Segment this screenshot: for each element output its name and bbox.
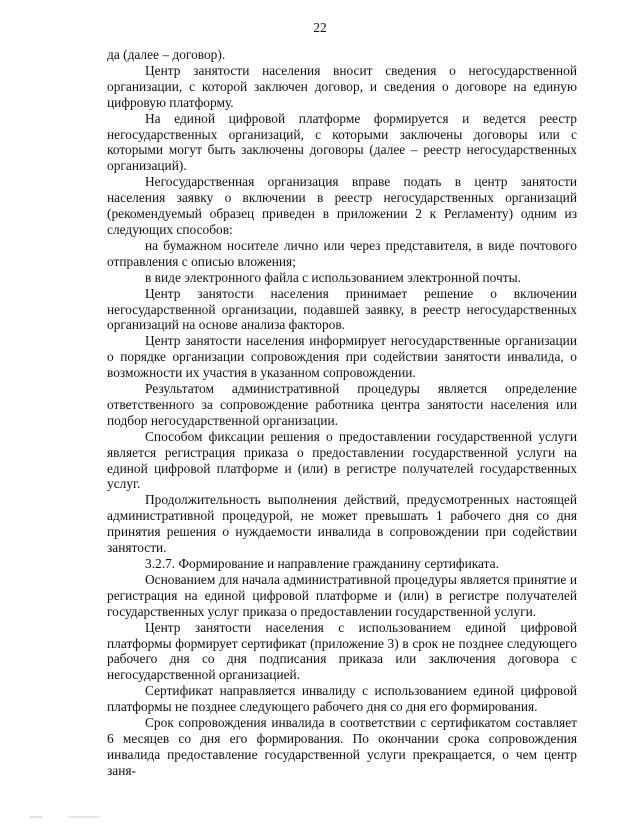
paragraph: Центр занятости населения принимает решение о включении негосударственной организации, подавшей заявку, в реестр негосударственных организаций на основе анализа факторов. [107, 285, 577, 333]
paragraph: Продолжительность выполнения действий, предусмотренных настоящей административной процедурой, не может превышать 1 рабочего дня со дня принятия решения о нуждаемости инвалида в сопровождении при содействии занятости. [107, 492, 577, 556]
paragraph: Результатом административной процедуры является определение ответственного за сопровождение работника центра занятости населения или подбор негосударственной организации. [107, 381, 577, 428]
paragraph: Способом фиксации решения о предоставлении государственной услуги является регистрация приказа о предоставлении государственной услуги на единой цифровой платформе и (или) в регистре получателей государственных услуг. [107, 428, 577, 492]
paragraph: Центр занятости населения информирует негосударственные организации о порядке организации сопровождения при содействии занятости инвалида, о возможности их участия в указанном сопровождении. [107, 333, 577, 381]
section-heading: 3.2.7. Формирование и направление гражданину сертификата. [145, 556, 499, 571]
paragraph: Центр занятости населения вносит сведения о негосударственной организации, с которой заключен договор, и сведения о договоре на единую цифровую платформу. [107, 62, 577, 110]
page-body [107, 47, 577, 779]
paragraph: На единой цифровой платформе формируется и ведется реестр негосударственных организаций, с которыми заключены договоры или с которыми могут быть заключены договоры (далее – реестр негосударственных организаций). [107, 110, 577, 174]
list-item: в виде электронного файла с использованием электронной почты. [145, 269, 521, 285]
paragraph: Срок сопровождения инвалида в соответствии с сертификатом составляет 6 месяцев со дня его формирования. По окончании срока сопровождения инвалида предоставление государственной услуги прекращается, о чем центр заня- [107, 715, 577, 778]
paragraph: Основанием для начала административной процедуры является принятие и регистрация на единой цифровой платформе и (или) в регистре получателей государственных услуг приказа о предоставлении государственной услуги. [107, 571, 577, 619]
scan-artifact [30, 816, 100, 818]
paragraph: Сертификат направляется инвалиду с использованием единой цифровой платформы не позднее следующего рабочего дня со дня его формирования. [107, 683, 577, 715]
paragraph: Негосударственная организация вправе подать в центр занятости населения заявку о включении в реестр негосударственных организаций (рекомендуемый образец приведен в приложении 2 к Регламенту) одним из следующих способов: [107, 174, 577, 237]
paragraph: Центр занятости населения с использованием единой цифровой платформы формирует сертификат (приложение 3) в срок не позднее следующего рабочего дня со дня подписания приказа или заключения договора с негосударственной организацией. [107, 619, 577, 683]
page-number: 22 [313, 20, 327, 35]
paragraph-continuation: да (далее – договор). [107, 47, 226, 62]
list-item: на бумажном носителе лично или через представителя, в виде почтового отправления с описью вложения; [107, 237, 577, 269]
